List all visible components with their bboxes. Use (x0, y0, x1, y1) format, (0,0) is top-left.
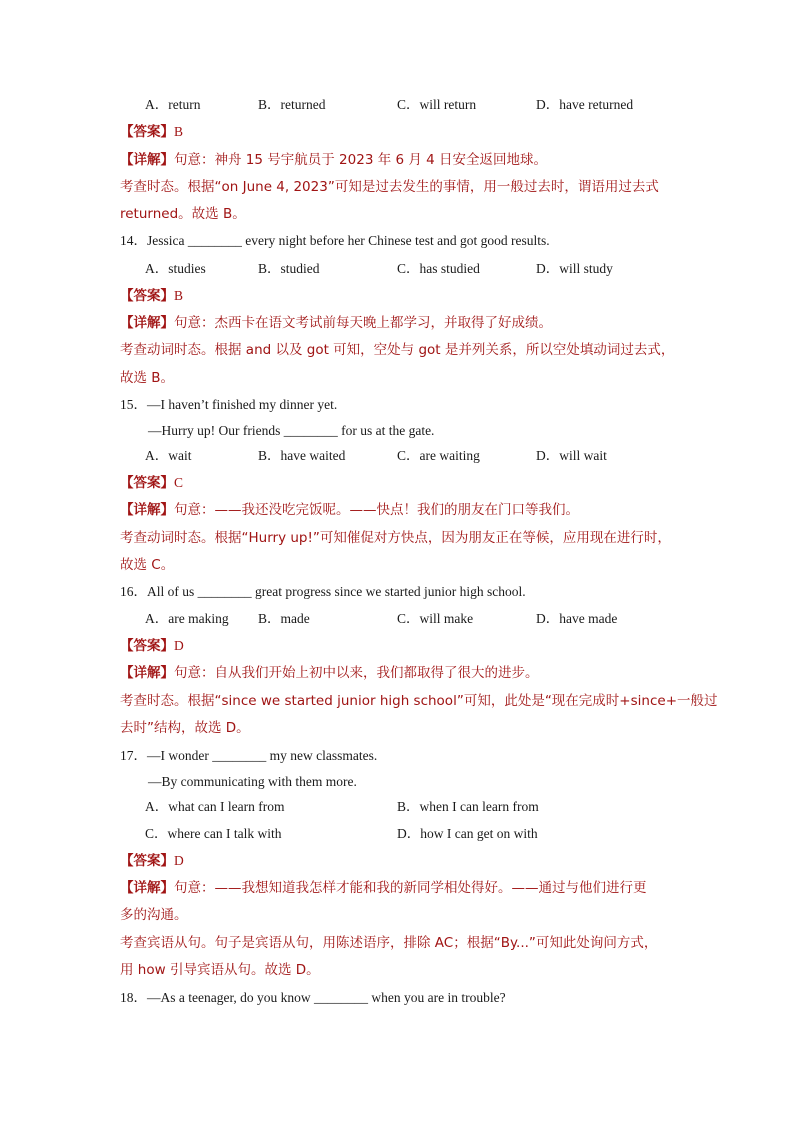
q13-detail (120, 151, 547, 169)
q13-answer (120, 123, 183, 141)
q15-stem-line-2: —Hurry up! Our friends ________ for us at the gate. (148, 423, 435, 438)
q17-option-c: C．where can I talk with (145, 826, 282, 841)
answer-value: B (174, 288, 184, 303)
q17-analysis-line-1: 考查宾语从句。句子是宾语从句，用陈述语序，排除 AC；根据“By...”可知此处询问方式， (120, 935, 658, 951)
q13-option-c: C．will return (397, 97, 477, 112)
q16-detail (120, 664, 539, 682)
q14-analysis-line-1: 考查动词时态。根据 and 以及 got 可知，空处与 got 是并列关系，所以空处填动词过去式， (120, 342, 675, 358)
q15-option-b: B．have waited (258, 448, 346, 463)
answer-value: D (174, 853, 184, 868)
q14-stem: 14．Jessica ________ every night before her Chinese test and got good results. (120, 233, 550, 248)
q16-option-a: A．are making (145, 611, 229, 626)
answer-label: 【答案】 (120, 853, 174, 869)
detail-label: 【详解】 (120, 665, 174, 681)
q16-stem: 16．All of us ________ great progress since we started junior high school. (120, 584, 526, 599)
answer-label: 【答案】 (120, 475, 174, 491)
q14-analysis-line-2: 故选 B。 (120, 370, 175, 386)
answer-label: 【答案】 (120, 638, 174, 654)
q17-analysis-line-2: 用 how 引导宾语从句。故选 D。 (120, 962, 320, 978)
q14-option-c: C．has studied (397, 261, 480, 276)
q15-analysis-line-2: 故选 C。 (120, 557, 175, 573)
q18-stem: 18．—As a teenager, do you know ________ when you are in trouble? (120, 990, 506, 1005)
answer-label: 【答案】 (120, 124, 174, 140)
q14-option-a: A．studies (145, 261, 206, 276)
detail-text: 句意：自从我们开始上初中以来，我们都取得了很大的进步。 (174, 665, 539, 681)
q13-analysis-line-1: 考查时态。根据“on June 4, 2023”可知是过去发生的事情，用一般过去时，谓语用过去式 (120, 179, 659, 195)
q14-option-d: D．will study (536, 261, 613, 276)
answer-value: C (174, 475, 184, 490)
detail-text-line-1: 句意：——我想知道我怎样才能和我的新同学相处得好。——通过与他们进行更 (174, 880, 647, 896)
q15-detail (120, 501, 579, 519)
detail-text: 句意：神舟 15 号宇航员于 2023 年 6 月 4 日安全返回地球。 (174, 152, 548, 168)
q14-option-b: B．studied (258, 261, 320, 276)
answer-value: D (174, 638, 184, 653)
detail-label: 【详解】 (120, 152, 174, 168)
q17-option-a: A．what can I learn from (145, 799, 285, 814)
answer-label: 【答案】 (120, 288, 174, 304)
q14-detail (120, 314, 552, 332)
q14-answer (120, 287, 183, 305)
q15-option-c: C．are waiting (397, 448, 480, 463)
q16-option-b: B．made (258, 611, 310, 626)
detail-label: 【详解】 (120, 315, 174, 331)
answer-value: B (174, 124, 184, 139)
q17-answer (120, 852, 184, 870)
q13-option-d: D．have returned (536, 97, 634, 112)
q13-analysis-line-2: returned。故选 B。 (120, 206, 246, 222)
detail-label: 【详解】 (120, 502, 174, 518)
q17-detail-line-2: 多的沟通。 (120, 907, 188, 923)
detail-text: 句意：杰西卡在语文考试前每天晚上都学习，并取得了好成绩。 (174, 315, 552, 331)
detail-label: 【详解】 (120, 880, 174, 896)
q13-option-b: B．returned (258, 97, 326, 112)
q16-answer (120, 637, 184, 655)
q15-option-d: D．will wait (536, 448, 607, 463)
q15-option-a: A．wait (145, 448, 192, 463)
q17-stem-line-1: 17．—I wonder ________ my new classmates. (120, 748, 378, 763)
q16-option-d: D．have made (536, 611, 618, 626)
q17-option-d: D．how I can get on with (397, 826, 538, 841)
q15-stem-line-1: 15．—I haven’t finished my dinner yet. (120, 397, 338, 412)
q15-analysis-line-1: 考查动词时态。根据“Hurry up!”可知催促对方快点，因为朋友正在等候，应用现在进行时， (120, 530, 671, 546)
q16-analysis-line-1: 考查时态。根据“since we started junior high school”可知，此处是“现在完成时+since+一般过 (120, 693, 718, 709)
detail-text: 句意：——我还没吃完饭呢。——快点！我们的朋友在门口等我们。 (174, 502, 579, 518)
q16-option-c: C．will make (397, 611, 474, 626)
q17-option-b: B．when I can learn from (397, 799, 539, 814)
q17-detail (120, 879, 647, 897)
q13-option-a: A．return (145, 97, 201, 112)
q15-answer (120, 474, 183, 492)
q16-analysis-line-2: 去时”结构，故选 D。 (120, 720, 250, 736)
q17-stem-line-2: —By communicating with them more. (148, 774, 357, 789)
